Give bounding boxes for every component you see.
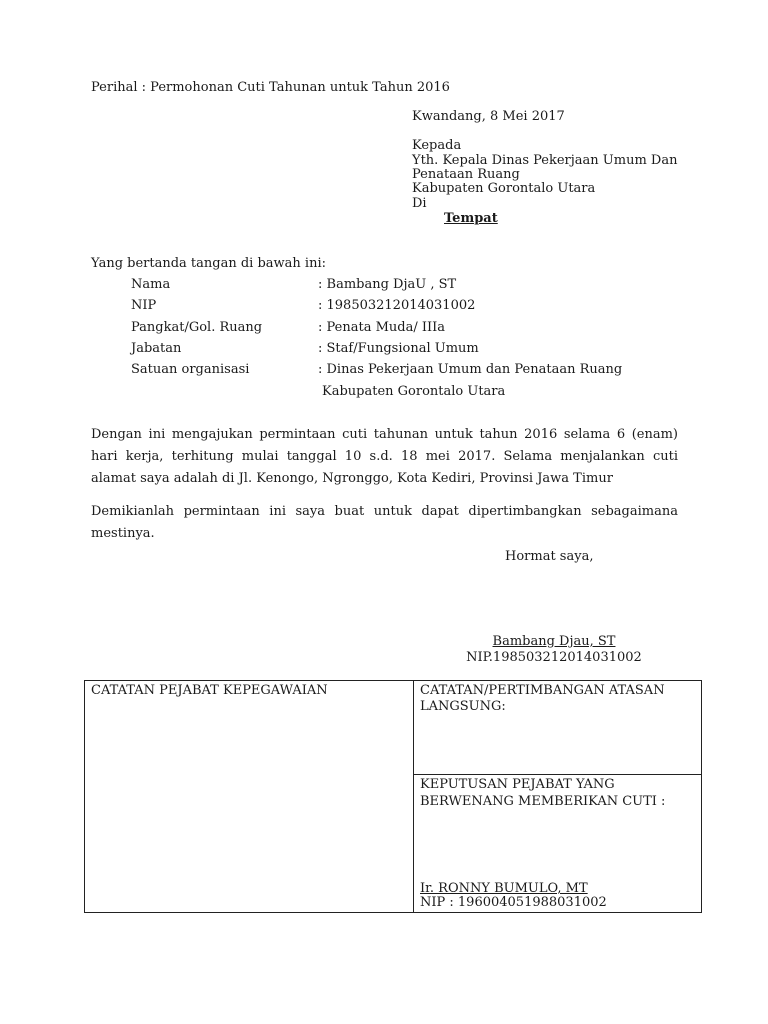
field-value-satuan: : Dinas Pekerjaan Umum dan Penataan Ruang [318,362,623,377]
field-label-nama: Nama [131,277,171,292]
table-right-top-cell [413,680,702,775]
field-label-jabatan: Jabatan [131,341,182,356]
field-value-nip: : 198503212014031002 [318,298,476,313]
field-value-satuan-cont: Kabupaten Gorontalo Utara [322,384,506,399]
field-value-jabatan: : Staf/Fungsional Umum [318,341,479,356]
recipient-line-4: Kabupaten Gorontalo Utara [412,181,596,196]
field-label-nip: NIP [131,298,157,313]
official-name: Ir. RONNY BUMULO, MT [420,881,588,896]
table-right-bottom-cell [413,774,702,913]
recipient-line-1: Kepada [412,138,462,153]
closing-text: Hormat saya, [505,549,594,564]
field-value-nama: : Bambang DjaU , ST [318,277,457,292]
field-label-pangkat: Pangkat/Gol. Ruang [131,320,263,335]
official-nip: NIP : 196004051988031002 [420,895,607,910]
body-paragraph-2: Demikianlah permintaan ini saya buat untuk dapat dipertimbangkan sebagaimana mestinya. [91,504,678,541]
table-right-top-line-1: CATATAN/PERTIMBANGAN ATASAN [420,683,665,698]
signer-name-text: Bambang Djau, ST [492,634,616,649]
field-label-satuan: Satuan organisasi [131,362,250,377]
table-left-header: CATATAN PEJABAT KEPEGAWAIAN [91,683,328,698]
signer-nip: NIP.198503212014031002 [466,650,642,665]
place-date: Kwandang, 8 Mei 2017 [412,109,565,124]
recipient-line-5: Di [412,196,427,211]
recipient-place: Tempat [444,211,498,226]
table-right-top-line-2: LANGSUNG: [420,699,506,714]
table-left-cell [84,680,414,913]
recipient-line-2: Yth. Kepala Dinas Pekerjaan Umum Dan [412,153,678,168]
table-right-bottom-line-2: BERWENANG MEMBERIKAN CUTI : [420,794,666,809]
table-right-bottom-line-1: KEPUTUSAN PEJABAT YANG [420,777,615,792]
intro-text: Yang bertanda tangan di bawah ini: [91,256,326,271]
field-value-pangkat: : Penata Muda/ IIIa [318,320,446,335]
subject-line: Perihal : Permohonan Cuti Tahunan untuk Tahun 2016 [91,80,450,95]
recipient-line-3: Penataan Ruang [412,167,520,182]
body-paragraph-1: Dengan ini mengajukan permintaan cuti tahunan untuk tahun 2016 selama 6 (enam) hari kerja, terhitung mulai tanggal 10 s.d. 18 mei 2017. Selama menjalankan cuti alamat saya adalah di Jl. Kenongo, Ngronggo, Kota Kediri, Provinsi Jawa Timur [91,427,678,486]
signer-name [404,633,704,650]
